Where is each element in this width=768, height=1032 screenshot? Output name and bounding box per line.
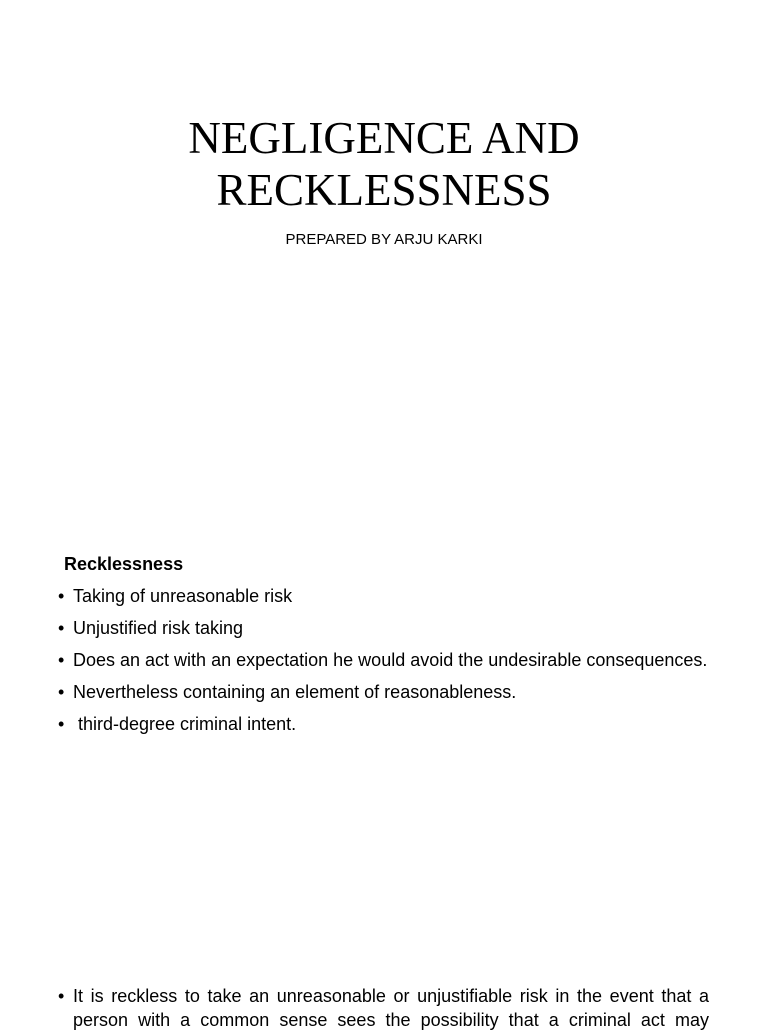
slide-title <box>0 112 768 216</box>
paragraph-list <box>58 984 709 1032</box>
bullet-icon: • <box>58 618 65 638</box>
bullet-icon: • <box>58 682 65 702</box>
bullet-icon: • <box>58 714 65 734</box>
slide-subtitle: PREPARED BY ARJU KARKI <box>285 231 483 248</box>
list-item <box>58 984 709 1032</box>
list-item <box>58 712 709 736</box>
bullet-list <box>58 584 709 744</box>
slide-title-line-2: RECKLESSNESS <box>216 165 552 215</box>
list-item <box>58 584 709 608</box>
list-item-text: third-degree criminal intent. <box>73 714 297 734</box>
list-item-text: Nevertheless containing an element of reasonableness. <box>73 682 517 702</box>
list-item-text: Unjustified risk taking <box>73 618 244 638</box>
bullet-icon: • <box>58 986 65 1006</box>
section-heading: Recklessness <box>64 554 184 574</box>
recklessness-slide <box>0 548 768 1024</box>
bullet-icon: • <box>58 650 65 670</box>
list-item <box>58 680 709 704</box>
list-item-text: Taking of unreasonable risk <box>73 586 293 606</box>
list-item-text: It is reckless to take an unreasonable or unjustifiable risk in the event that a person with a common sense sees the possibility that a criminal act may <box>73 986 709 1030</box>
definition-slide <box>0 970 768 1030</box>
slide-title-line-1: NEGLIGENCE AND <box>188 113 580 163</box>
list-item <box>58 616 709 640</box>
list-item-text: Does an act with an expectation he would avoid the undesirable consequences. <box>73 650 708 670</box>
list-item <box>58 648 709 672</box>
bullet-icon: • <box>58 586 65 606</box>
